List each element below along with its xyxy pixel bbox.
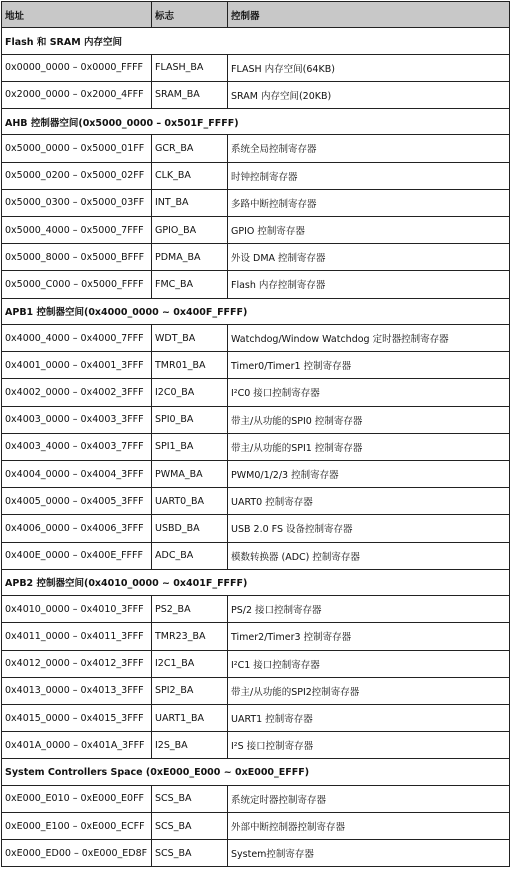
cell-controller: Watchdog/Window Watchdog 定时器控制寄存器 <box>228 325 510 352</box>
table-row <box>2 189 510 216</box>
cell-controller: UART0 控制寄存器 <box>228 488 510 515</box>
table-header <box>2 2 510 28</box>
table-row <box>2 785 510 812</box>
section-title: APB1 控制器空间(0x4000_0000 ~ 0x400F_FFFF) <box>2 298 510 325</box>
cell-address: 0x5000_4000 – 0x5000_7FFF <box>2 216 152 243</box>
table-row <box>2 650 510 677</box>
cell-controller: 时钟控制寄存器 <box>228 162 510 189</box>
memory-map-table <box>1 1 510 867</box>
cell-address: 0x5000_C000 – 0x5000_FFFF <box>2 271 152 298</box>
section-row <box>2 298 510 325</box>
cell-symbol: SRAM_BA <box>152 81 228 108</box>
cell-controller: PS/2 接口控制寄存器 <box>228 596 510 623</box>
cell-symbol: PWMA_BA <box>152 460 228 487</box>
cell-symbol: FLASH_BA <box>152 54 228 81</box>
cell-address: 0x400E_0000 – 0x400E_FFFF <box>2 542 152 569</box>
cell-controller: Timer0/Timer1 控制寄存器 <box>228 352 510 379</box>
section-row <box>2 108 510 135</box>
cell-controller: Flash 内存控制寄存器 <box>228 271 510 298</box>
cell-address: 0x4015_0000 – 0x4015_3FFF <box>2 704 152 731</box>
cell-symbol: SPI2_BA <box>152 677 228 704</box>
table-row <box>2 596 510 623</box>
table-row <box>2 704 510 731</box>
cell-symbol: ADC_BA <box>152 542 228 569</box>
cell-controller: 系统定时器控制寄存器 <box>228 785 510 812</box>
table-row <box>2 406 510 433</box>
cell-symbol: GPIO_BA <box>152 216 228 243</box>
cell-address: 0x4000_4000 – 0x4000_7FFF <box>2 325 152 352</box>
table-row <box>2 244 510 271</box>
cell-symbol: CLK_BA <box>152 162 228 189</box>
table-row <box>2 352 510 379</box>
cell-address: 0x5000_0300 – 0x5000_03FF <box>2 189 152 216</box>
cell-address: 0xE000_ED00 – 0xE000_ED8F <box>2 840 152 867</box>
cell-address: 0xE000_E100 – 0xE000_ECFF <box>2 813 152 840</box>
cell-symbol: USBD_BA <box>152 515 228 542</box>
cell-address: 0x4003_0000 – 0x4003_3FFF <box>2 406 152 433</box>
cell-controller: I²S 接口控制寄存器 <box>228 732 510 759</box>
cell-controller: USB 2.0 FS 设备控制寄存器 <box>228 515 510 542</box>
header-controller: 控制器 <box>228 2 510 28</box>
cell-controller: System控制寄存器 <box>228 840 510 867</box>
cell-symbol: PDMA_BA <box>152 244 228 271</box>
table-row <box>2 325 510 352</box>
cell-symbol: TMR01_BA <box>152 352 228 379</box>
cell-controller: SRAM 内存空间(20KB) <box>228 81 510 108</box>
cell-address: 0x2000_0000 – 0x2000_4FFF <box>2 81 152 108</box>
cell-controller: 外设 DMA 控制寄存器 <box>228 244 510 271</box>
section-row <box>2 759 510 786</box>
cell-address: 0x4005_0000 – 0x4005_3FFF <box>2 488 152 515</box>
header-symbol: 标志 <box>152 2 228 28</box>
cell-controller: PWM0/1/2/3 控制寄存器 <box>228 460 510 487</box>
cell-address: 0x4011_0000 – 0x4011_3FFF <box>2 623 152 650</box>
cell-controller: 系统全局控制寄存器 <box>228 135 510 162</box>
table-body <box>2 28 510 867</box>
table-row <box>2 542 510 569</box>
header-row <box>2 2 510 28</box>
cell-symbol: UART1_BA <box>152 704 228 731</box>
cell-controller: I²C1 接口控制寄存器 <box>228 650 510 677</box>
cell-symbol: I2C0_BA <box>152 379 228 406</box>
cell-controller: 带主/从功能的SPI2控制寄存器 <box>228 677 510 704</box>
table-row <box>2 840 510 867</box>
section-title: APB2 控制器空间(0x4010_0000 ~ 0x401F_FFFF) <box>2 569 510 596</box>
table-row <box>2 433 510 460</box>
cell-address: 0x5000_8000 – 0x5000_BFFF <box>2 244 152 271</box>
table-row <box>2 162 510 189</box>
cell-address: 0x4006_0000 – 0x4006_3FFF <box>2 515 152 542</box>
cell-address: 0x401A_0000 – 0x401A_3FFF <box>2 732 152 759</box>
table-row <box>2 216 510 243</box>
table-row <box>2 271 510 298</box>
section-title: Flash 和 SRAM 内存空间 <box>2 28 510 55</box>
cell-controller: 带主/从功能的SPI1 控制寄存器 <box>228 433 510 460</box>
cell-symbol: I2S_BA <box>152 732 228 759</box>
table-row <box>2 379 510 406</box>
cell-symbol: FMC_BA <box>152 271 228 298</box>
cell-address: 0x0000_0000 – 0x0000_FFFF <box>2 54 152 81</box>
cell-symbol: I2C1_BA <box>152 650 228 677</box>
table-row <box>2 460 510 487</box>
cell-controller: 模数转换器 (ADC) 控制寄存器 <box>228 542 510 569</box>
cell-address: 0x4003_4000 – 0x4003_7FFF <box>2 433 152 460</box>
cell-symbol: SCS_BA <box>152 813 228 840</box>
table-row <box>2 813 510 840</box>
header-address: 地址 <box>2 2 152 28</box>
table-row <box>2 623 510 650</box>
cell-symbol: INT_BA <box>152 189 228 216</box>
cell-symbol: PS2_BA <box>152 596 228 623</box>
section-title: AHB 控制器空间(0x5000_0000 – 0x501F_FFFF) <box>2 108 510 135</box>
cell-controller: 带主/从功能的SPI0 控制寄存器 <box>228 406 510 433</box>
cell-controller: 多路中断控制寄存器 <box>228 189 510 216</box>
cell-address: 0x4012_0000 – 0x4012_3FFF <box>2 650 152 677</box>
section-title: System Controllers Space (0xE000_E000 ~ 0xE000_EFFF) <box>2 759 510 786</box>
cell-address: 0x4004_0000 – 0x4004_3FFF <box>2 460 152 487</box>
cell-symbol: TMR23_BA <box>152 623 228 650</box>
table-row <box>2 488 510 515</box>
cell-address: 0x5000_0000 – 0x5000_01FF <box>2 135 152 162</box>
cell-address: 0x5000_0200 – 0x5000_02FF <box>2 162 152 189</box>
cell-symbol: SCS_BA <box>152 785 228 812</box>
cell-symbol: SCS_BA <box>152 840 228 867</box>
section-row <box>2 569 510 596</box>
table-row <box>2 54 510 81</box>
cell-controller: GPIO 控制寄存器 <box>228 216 510 243</box>
cell-controller: I²C0 接口控制寄存器 <box>228 379 510 406</box>
cell-controller: FLASH 内存空间(64KB) <box>228 54 510 81</box>
cell-address: 0x4002_0000 – 0x4002_3FFF <box>2 379 152 406</box>
cell-symbol: WDT_BA <box>152 325 228 352</box>
cell-address: 0xE000_E010 – 0xE000_E0FF <box>2 785 152 812</box>
table-row <box>2 515 510 542</box>
cell-symbol: SPI0_BA <box>152 406 228 433</box>
cell-address: 0x4010_0000 – 0x4010_3FFF <box>2 596 152 623</box>
cell-controller: UART1 控制寄存器 <box>228 704 510 731</box>
table-row <box>2 677 510 704</box>
table-row <box>2 732 510 759</box>
cell-address: 0x4001_0000 – 0x4001_3FFF <box>2 352 152 379</box>
table-row <box>2 81 510 108</box>
cell-controller: 外部中断控制器控制寄存器 <box>228 813 510 840</box>
cell-symbol: UART0_BA <box>152 488 228 515</box>
cell-address: 0x4013_0000 – 0x4013_3FFF <box>2 677 152 704</box>
cell-controller: Timer2/Timer3 控制寄存器 <box>228 623 510 650</box>
table-row <box>2 135 510 162</box>
cell-symbol: GCR_BA <box>152 135 228 162</box>
cell-symbol: SPI1_BA <box>152 433 228 460</box>
section-row <box>2 28 510 55</box>
